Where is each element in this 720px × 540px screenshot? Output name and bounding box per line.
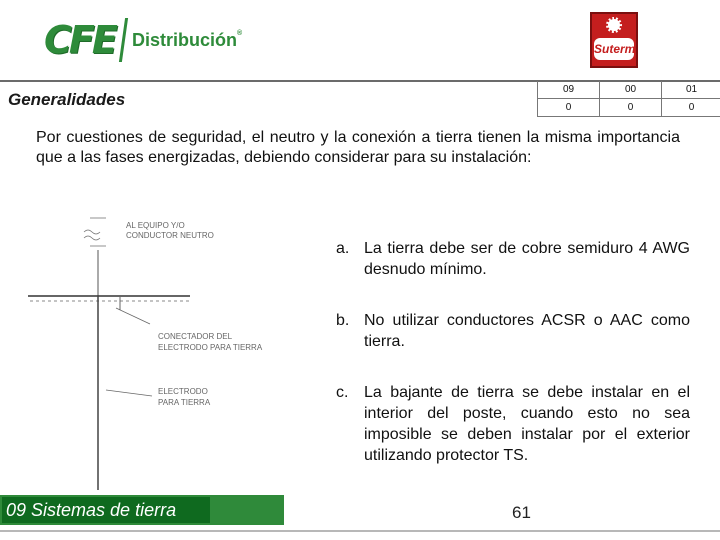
list-item-text: La bajante de tierra se debe instalar en el interior del poste, cuando esto no sea imposible se deben instalar por el exterior utilizando protector TS.	[364, 384, 690, 464]
suterm-logo-text: Suterm	[594, 38, 634, 60]
electrode-leader	[106, 390, 152, 396]
cfe-logo-text: CFE	[44, 18, 115, 62]
logo-divider	[119, 18, 128, 62]
revision-cell: 01	[662, 81, 720, 99]
grounding-diagram	[22, 210, 322, 500]
intro-paragraph: Por cuestiones de seguridad, el neutro y la conexión a tierra tienen la misma importancia que a las fases energizadas, debiendo considerar para su instalación:	[36, 129, 680, 166]
list-item	[336, 382, 690, 466]
page-title: Generalidades	[8, 90, 126, 109]
label-conector-1: CONECTADOR DEL	[158, 332, 233, 341]
revision-cell: 0	[538, 99, 600, 117]
label-equipo-1: AL EQUIPO Y/O	[126, 221, 185, 230]
revision-cell: 0	[662, 99, 720, 117]
label-electrodo-1: ELECTRODO	[158, 387, 208, 396]
list-marker: b.	[336, 312, 350, 329]
gear-icon	[606, 17, 622, 33]
list-item-text: No utilizar conductores ACSR o AAC como tierra.	[364, 312, 690, 350]
page-number: 61	[512, 503, 531, 522]
cfe-logo	[44, 14, 244, 64]
footer-section-label: 09 Sistemas de tierra	[2, 497, 210, 523]
list-marker: a.	[336, 240, 350, 257]
label-electrodo-2: PARA TIERRA	[158, 398, 211, 407]
revision-table	[537, 81, 720, 117]
suterm-logo	[590, 12, 638, 68]
revision-cell: 0	[600, 99, 662, 117]
list-item-text: La tierra debe ser de cobre semiduro 4 AWG desnudo mínimo.	[364, 240, 690, 278]
requirements-list	[336, 238, 690, 496]
revision-cell: 09	[538, 81, 600, 99]
cfe-logo-subtitle: Distribución®	[132, 30, 243, 50]
revision-cell: 00	[600, 81, 662, 99]
label-conector-2: ELECTRODO PARA TIERRA	[158, 343, 263, 352]
list-marker: c.	[336, 384, 349, 401]
equipment-connection-symbol	[84, 218, 106, 246]
list-item	[336, 310, 690, 352]
connector-leader	[116, 308, 150, 324]
list-item	[336, 238, 690, 280]
footer-divider	[0, 530, 720, 532]
footer-bar	[0, 495, 284, 525]
label-equipo-2: CONDUCTOR NEUTRO	[126, 231, 214, 240]
